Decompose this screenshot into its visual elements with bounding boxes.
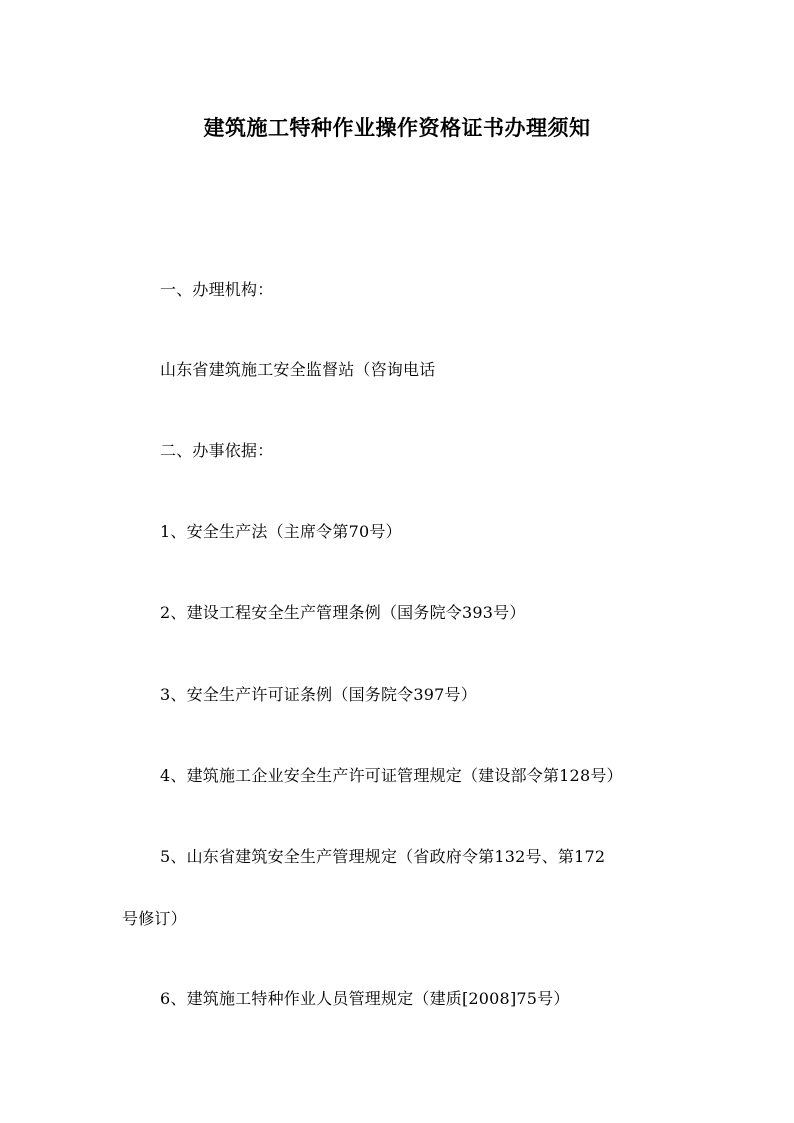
paragraph-agency-name: 山东省建筑施工安全监督站（咨询电话 — [160, 360, 436, 379]
list-item-basis-1: 1、安全生产法（主席令第70号） — [160, 522, 402, 541]
list-item-basis-6: 6、建筑施工特种作业人员管理规定（建质[2008]75号） — [160, 989, 570, 1008]
list-item-basis-5: 5、山东省建筑安全生产管理规定（省政府令第132号、第172 — [160, 847, 606, 866]
document-title: 建筑施工特种作业操作资格证书办理须知 — [203, 116, 591, 140]
list-item-basis-3: 3、安全生产许可证条例（国务院令397号） — [160, 685, 477, 704]
section-heading-agency: 一、办理机构： — [160, 280, 274, 299]
list-item-basis-5-continuation: 号修订） — [122, 909, 187, 928]
list-item-basis-4: 4、建筑施工企业安全生产许可证管理规定（建设部令第128号） — [160, 766, 623, 785]
list-item-basis-2: 2、建设工程安全生产管理条例（国务院令393号） — [160, 603, 526, 622]
section-heading-basis: 二、办事依据： — [160, 441, 274, 460]
